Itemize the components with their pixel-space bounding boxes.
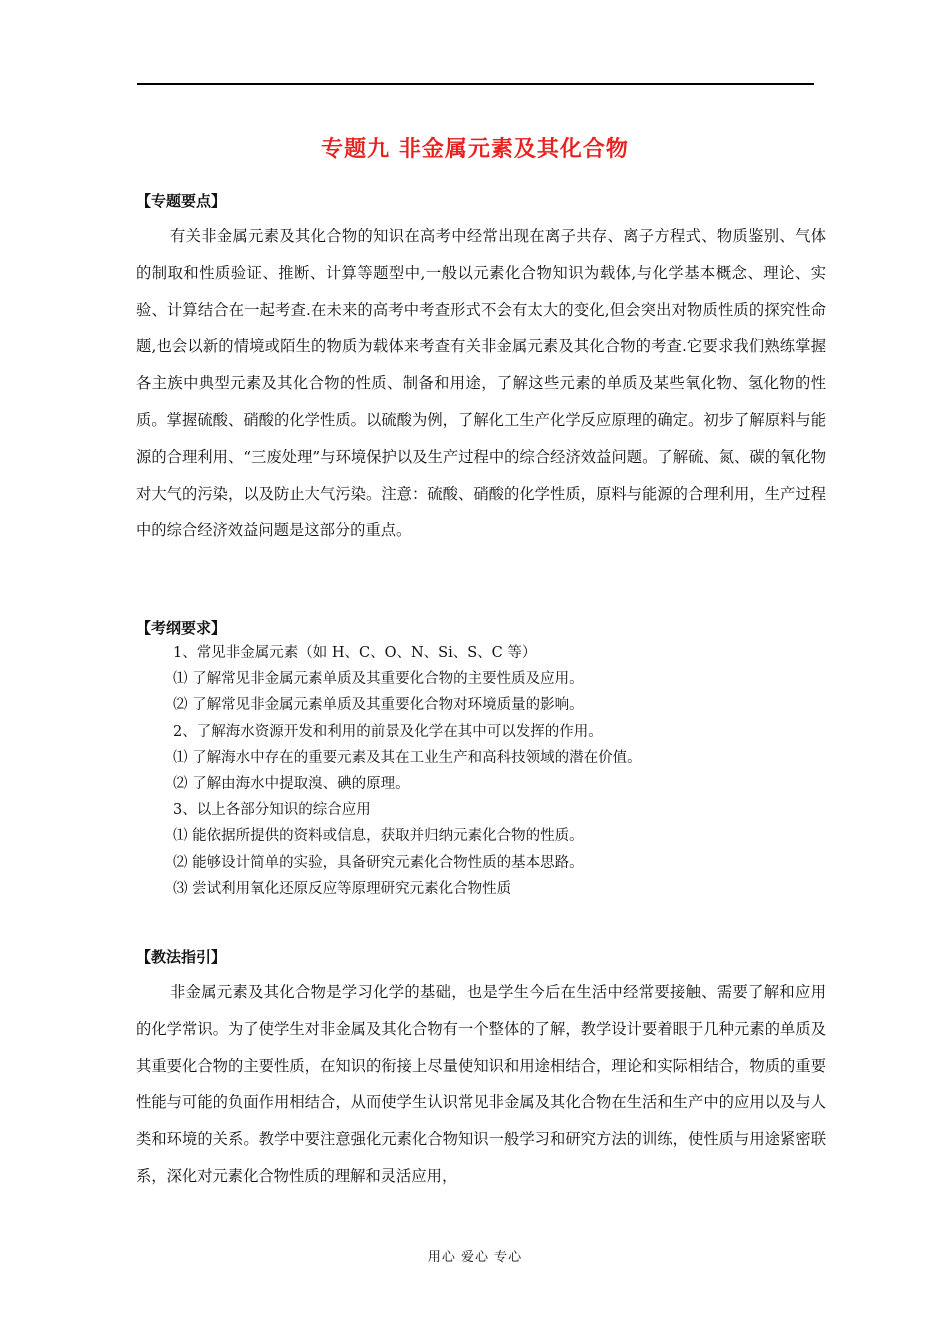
list-item: 3、以上各部分知识的综合应用 [173,802,371,819]
section-heading-key-points: 【专题要点】 [136,192,227,210]
list-item: 2、了解海水资源开发和利用的前景及化学在其中可以发挥的作用。 [173,723,603,740]
header-rule [137,83,814,85]
list-item: ⑵ 了解常见非金属元素单质及其重要化合物对环境质量的影响。 [173,697,584,714]
page-footer: 用心 爱心 专心 [427,1250,523,1265]
syllabus-list [173,640,813,902]
document-title: 专题九 非金属元素及其化合物 [321,137,629,162]
section-heading-syllabus: 【考纲要求】 [136,619,227,637]
list-item: ⑴ 能依据所提供的资料或信息，获取并归纳元素化合物的性质。 [173,828,584,845]
list-item: ⑵ 了解由海水中提取溴、碘的原理。 [173,776,410,793]
list-item: ⑴ 了解海水中存在的重要元素及其在工业生产和高科技领域的潜在价值。 [173,749,642,766]
key-points-paragraph: 有关非金属元素及其化合物的知识在高考中经常出现在离子共存、离子方程式、物质鉴别、气体的制取和性质验证、推断、计算等题型中,一般以元素化合物知识为载体,与化学基本概念、理论、实验、计算结合在一起考查.在未来的高考中考查形式不会有太大的变化,但会突出对物质性质的探究性命题,也会以新的情境或陌生的物质为载体来考查有关非金属元素及其化合物的考查.它要求我们熟练掌握各主族中典型元素及其化合物的性质、制备和用途，了解这些元素的单质及某些氧化物、氢化物的性质。掌握硫酸、硝酸的化学性质。以硫酸为例，了解化工生产化学反应原理的确定。初步了解原料与能源的合理利用、“三废处理”与环境保护以及生产过程中的综合经济效益问题。了解硫、氮、碳的氧化物对大气的污染，以及防止大气污染。注意：硫酸、硝酸的化学性质，原料与能源的合理利用，生产过程中的综合经济效益问题是这部分的重点。 [136,227,826,540]
teaching-paragraph: 非金属元素及其化合物是学习化学的基础，也是学生今后在生活中经常要接触、需要了解和应用的化学常识。为了使学生对非金属及其化合物有一个整体的了解，教学设计要着眼于几种元素的单质及其重要化合物的主要性质，在知识的衔接上尽量使知识和用途相结合，理论和实际相结合，物质的重要性能与可能的负面作用相结合，从而使学生认识常见非金属及其化合物在生活和生产中的应用以及与人类和环境的关系。教学中要注意强化元素化合物知识一般学习和研究方法的训练，使性质与用途紧密联系，深化对元素化合物性质的理解和灵活应用， [136,983,826,1185]
list-item: ⑶ 尝试利用氧化还原反应等原理研究元素化合物性质 [173,880,512,897]
list-item: ⑵ 能够设计简单的实验，具备研究元素化合物性质的基本思路。 [173,854,584,871]
list-item: 1、常见非金属元素（如 H、C、O、N、Si、S、C 等） [173,645,537,661]
section-heading-teaching: 【教法指引】 [136,948,227,966]
list-item: ⑴ 了解常见非金属元素单质及其重要化合物的主要性质及应用。 [173,671,584,688]
